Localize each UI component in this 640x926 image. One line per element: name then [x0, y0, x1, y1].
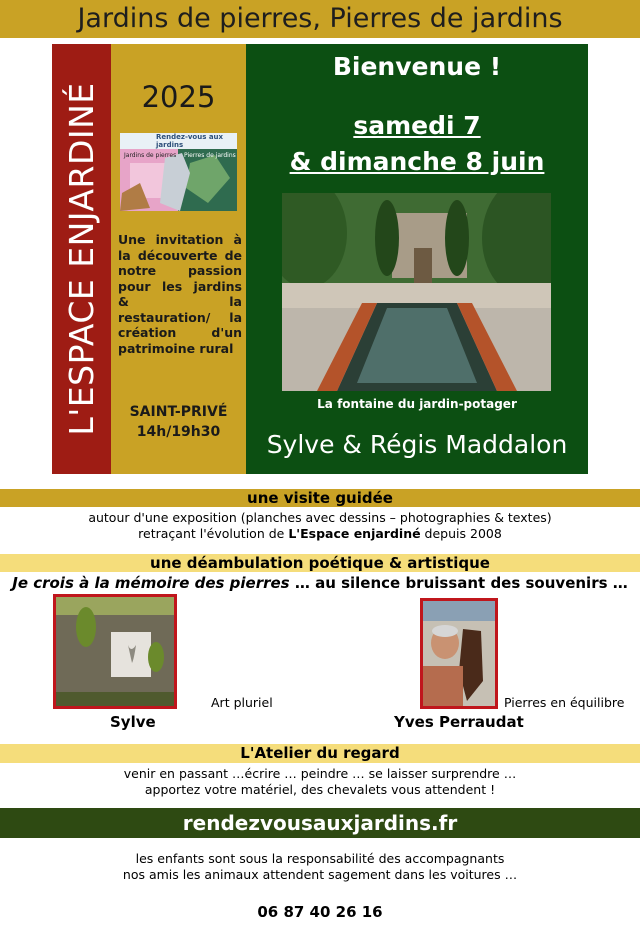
atelier-line-1: venir en passant …écrire … peindre … se laisser surprendre … [123, 766, 517, 781]
atelier-heading: L'Atelier du regard [0, 744, 640, 763]
yves-label: Pierres en équilibre [504, 695, 625, 710]
card-head: Rendez-vous aux jardins [120, 133, 237, 149]
card-left-label: Jardins de pierres [124, 152, 177, 159]
invitation-text: Une invitation à la découverte de notre passion pour les jardins & la restauration/ la création d'un patrimoine rural [118, 232, 242, 356]
visit-line-2: retraçant l'évolution de L'Espace enjardiné depuis 2008 [138, 526, 502, 541]
yves-artwork-photo [420, 598, 498, 709]
visit-heading: une visite guidée [0, 489, 640, 507]
location: SAINT-PRIVÉ [129, 404, 228, 420]
visit-line-1: autour d'une exposition (planches avec dessins – photographies & textes) [88, 510, 552, 525]
date-line-2: & dimanche 8 juin [289, 147, 545, 176]
event-dates [246, 108, 588, 180]
rendez-vous-card [120, 133, 237, 211]
phone-number: 06 87 40 26 16 [257, 903, 383, 921]
visit-line-2-bold: L'Espace enjardiné [288, 526, 421, 541]
hosts: Sylve & Régis Maddalon [266, 430, 568, 459]
location-hours [111, 402, 246, 442]
page-title: Jardins de pierres, Pierres de jardins [0, 0, 640, 38]
yves-name: Yves Perraudat [394, 713, 524, 731]
card-right-label: Pierres de jardins [184, 152, 236, 159]
year: 2025 [141, 80, 216, 114]
welcome-heading: Bienvenue ! [332, 52, 502, 81]
website-link[interactable]: rendezvousauxjardins.fr [0, 808, 640, 838]
sylve-artwork-photo [53, 594, 177, 709]
walk-quote [0, 574, 640, 592]
sylve-name: Sylve [110, 713, 156, 731]
fountain-photo [282, 193, 551, 391]
vertical-title: L'ESPACE ENJARDINÉ [62, 82, 101, 436]
date-line-1: samedi 7 [353, 111, 481, 140]
sylve-label: Art pluriel [211, 695, 273, 710]
hours: 14h/19h30 [136, 424, 221, 440]
quote-rest: … au silence bruissant des souvenirs … [289, 574, 628, 592]
atelier-line-2: apportez votre matériel, des chevalets vous attendent ! [144, 782, 496, 797]
vertical-title-panel [52, 44, 111, 474]
photo-caption: La fontaine du jardin-potager [317, 397, 517, 411]
walk-heading: une déambulation poétique & artistique [0, 554, 640, 572]
note-line-2: nos amis les animaux attendent sagement dans les voitures … [122, 867, 518, 882]
quote-italic: Je crois à la mémoire des pierres [12, 574, 290, 592]
note-line-1: les enfants sont sous la responsabilité des accompagnants [135, 851, 505, 866]
